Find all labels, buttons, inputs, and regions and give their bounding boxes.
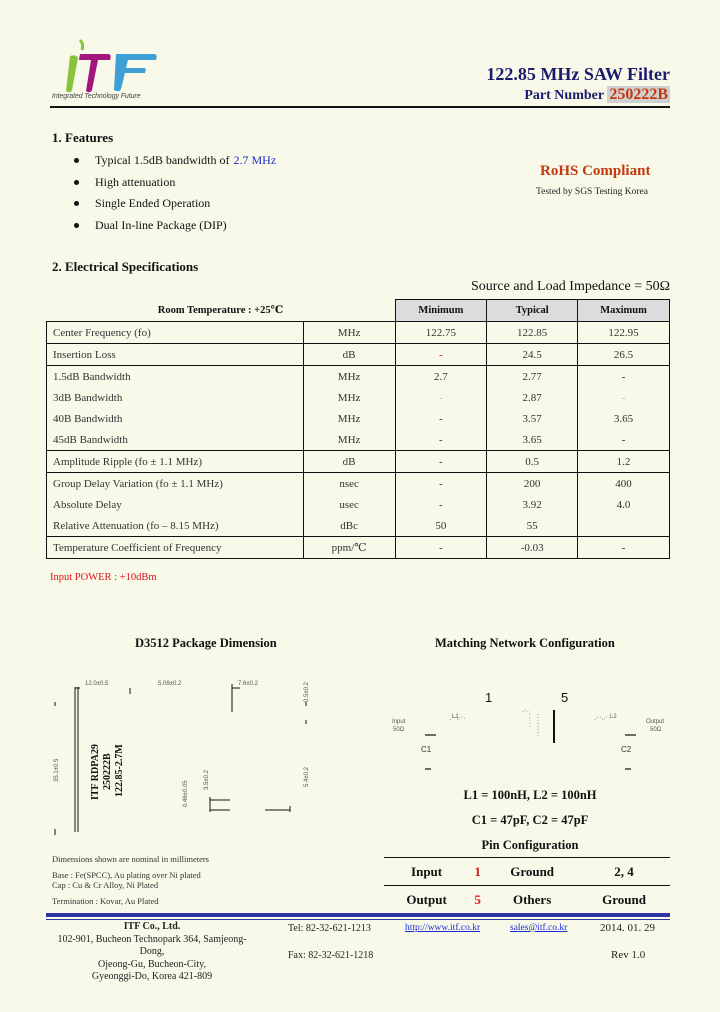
feature-item: Typical 1.5dB bandwidth of 2.7 MHz [74, 150, 276, 172]
l2-label: L2 [610, 714, 617, 720]
input-label: Input [392, 719, 406, 725]
matching-network-schematic [380, 680, 680, 775]
l1-label: L1 [452, 714, 459, 720]
min-header: Minimum [395, 300, 487, 322]
marking-line-2: 250222B [102, 753, 113, 790]
bullet-icon [74, 201, 79, 206]
output-label: Output [646, 719, 665, 725]
itf-logo [52, 38, 162, 100]
table-row: Amplitude Ripple (fo ± 1.1 MHz) dB - 0.5 1.2 [47, 451, 670, 473]
feature-item: Dual In-line Package (DIP) [74, 215, 276, 237]
logo-i [66, 55, 78, 92]
c1-label: C1 [421, 745, 432, 754]
l2-coil [595, 717, 611, 720]
marking-line-1: ITF RDPA29 [90, 744, 101, 800]
features-list [74, 150, 276, 236]
bandwidth-highlight: 2.7 MHz [233, 153, 277, 168]
table-row: Temperature Coefficient of Frequency ppm/℃ - -0.03 - [47, 537, 670, 559]
marking-line-3: 122.85-2.7M [114, 744, 125, 797]
email-link[interactable]: sales@itf.co.kr [510, 923, 568, 933]
condition-header: Room Temperature : +25℃ [157, 305, 284, 317]
pin-row: Output 5 Others Ground [384, 886, 670, 914]
dim-thick: 5.4±0.2 [304, 767, 310, 787]
c2-label: C2 [621, 745, 632, 754]
footer-divider-thick [46, 913, 670, 917]
specs-title: 2. Electrical Specifications [52, 259, 199, 274]
table-row: 40B Bandwidth MHz - 3.57 3.65 [47, 408, 670, 429]
table-row: 45dB Bandwidth MHz - 3.65 - [47, 429, 670, 451]
svg-text:50Ω: 50Ω [650, 727, 662, 733]
svg-text:50Ω: 50Ω [393, 727, 405, 733]
dim-lead: 7.6±0.2 [238, 681, 258, 687]
company-name: ITF Co., Ltd. [123, 921, 181, 932]
features-title: 1. Features [52, 130, 114, 145]
revision: Rev 1.0 [611, 949, 646, 961]
dim-width: 12.0±0.5 [85, 681, 109, 687]
table-row: Insertion Loss dB - 24.5 26.5 [47, 344, 670, 366]
pin-in-label: 1 [485, 690, 493, 705]
table-row: Center Frequency (fo) MHz 122.75 122.85 122.95 [47, 322, 670, 344]
feature-item: High attenuation [74, 172, 276, 194]
pin-config-table [384, 857, 670, 913]
dim-standoff: 0.46±0.05 [183, 780, 189, 807]
matching-network-title: Matching Network Configuration [435, 636, 615, 650]
footer-divider-thin [46, 919, 670, 920]
part-number-label: Part Number [524, 88, 604, 103]
website-link[interactable]: http://www.itf.co.kr [405, 923, 481, 933]
part-number-value: 250222B [609, 86, 668, 103]
pin-row: Input 1 Ground 2, 4 [384, 858, 670, 886]
inductor-values: L1 = 100nH, L2 = 100nH [463, 788, 597, 802]
company-address: ITF Co., Ltd. 102-901, Bucheon Technopark 364, Samjeong-Dong, Ojeong-Gu, Bucheon-City, Gyeonggi-Do, Korea 421-809 [52, 921, 252, 984]
package-title: D3512 Package Dimension [135, 636, 277, 650]
package-note-cap: Cap : Cu & Cr Alloy, Ni Plated [52, 880, 159, 890]
dim-lead-len: 0.5±0.2 [304, 682, 310, 702]
pin-out-label: 5 [561, 690, 569, 705]
header-divider [50, 106, 670, 108]
bullet-icon [74, 180, 79, 185]
pin-config-title: Pin Configuration [481, 838, 579, 852]
package-note-termination: Termination : Kovar, Au Plated [52, 896, 159, 906]
logo-f [114, 54, 157, 91]
spec-header-row [47, 300, 670, 322]
logo-tagline: Integrated Technology Future [52, 93, 141, 100]
package-note-base: Base : Fe(SPCC), Au plating over Ni plated [52, 870, 201, 880]
table-row: Absolute Delay usec - 3.92 4.0 [47, 494, 670, 515]
impedance-note: Source and Load Impedance = 50Ω [470, 279, 670, 294]
spec-table [46, 299, 670, 559]
package-note-units: Dimensions shown are nominal in millimeters [52, 854, 209, 864]
phone: Tel: 82-32-621-1213 [288, 923, 371, 934]
bullet-icon [74, 158, 79, 163]
fax: Fax: 82-32-621-1218 [288, 950, 374, 961]
rohs-badge: RoHS Compliant [540, 163, 651, 179]
table-row: 1.5dB Bandwidth MHz 2.7 2.77 - [47, 366, 670, 388]
table-row: Group Delay Variation (fo ± 1.1 MHz) nsec - 200 400 [47, 473, 670, 495]
logo-leaf [80, 40, 83, 50]
dim-pitch: 5.08±0.2 [158, 681, 182, 687]
typ-header: Typical [487, 300, 578, 322]
input-power-note: Input POWER : +10dBm [50, 572, 157, 583]
logo-t [79, 54, 111, 92]
document-date: 2014. 01. 29 [600, 922, 655, 934]
table-row: Relative Attenuation (fo – 8.15 MHz) dBc 50 55 [47, 515, 670, 537]
feature-item: Single Ended Operation [74, 193, 276, 215]
rohs-tested-by: Tested by SGS Testing Korea [536, 187, 648, 197]
filter-symbol [522, 711, 530, 728]
table-row: 3dB Bandwidth MHz - 2.87 - [47, 387, 670, 408]
dim-seat: 3.5±0.2 [204, 770, 210, 790]
capacitor-values: C1 = 47pF, C2 = 47pF [471, 813, 589, 827]
max-header: Maximum [578, 300, 670, 322]
document-title: 122.85 MHz SAW Filter [486, 64, 670, 84]
package-dimension-drawing [50, 672, 350, 862]
dim-height: 35.1±0.5 [54, 758, 60, 782]
bullet-icon [74, 223, 79, 228]
part-number [524, 86, 670, 104]
